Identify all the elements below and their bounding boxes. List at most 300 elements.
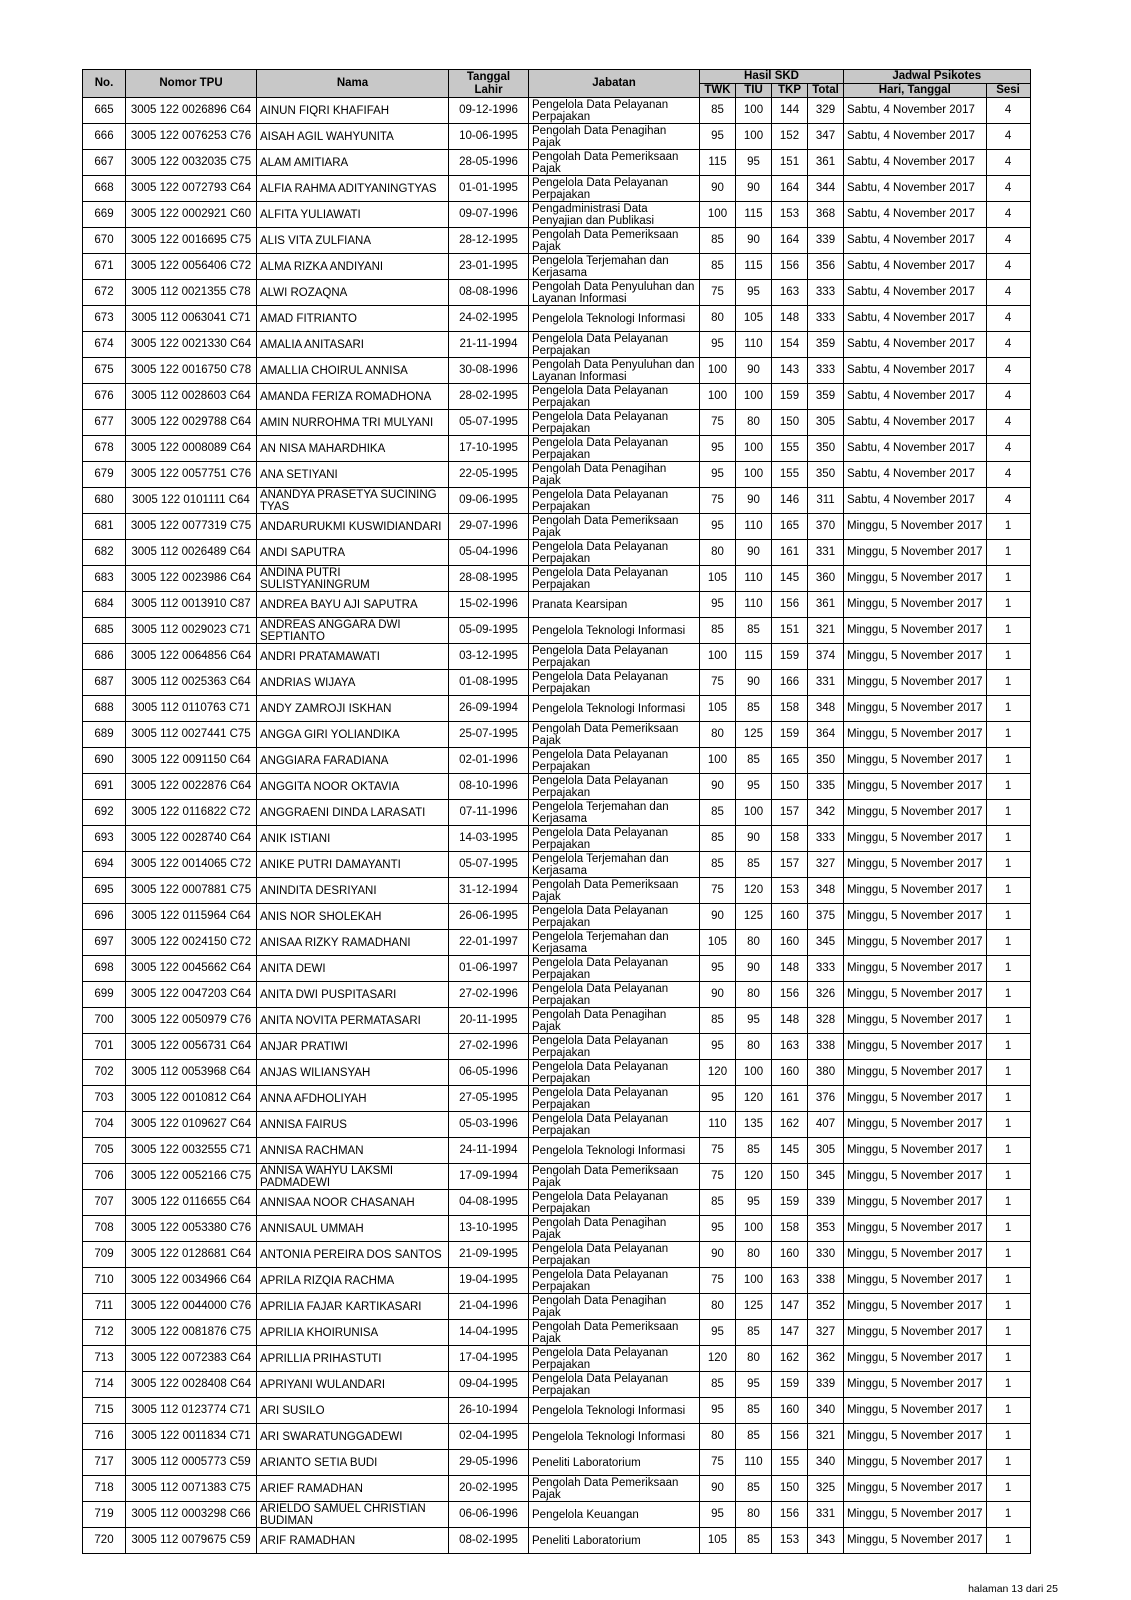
cell-nomor-tpu: 3005 122 0072793 C64	[126, 176, 257, 202]
cell-tanggal-lahir: 08-10-1996	[449, 774, 529, 800]
cell-jabatan: Pengelola Teknologi Informasi	[529, 1398, 700, 1424]
cell-nama: APRILLIA PRIHASTUTI	[257, 1346, 449, 1372]
cell-tiu: 95	[736, 1190, 772, 1216]
cell-jabatan: Pengolah Data Penyuluhan dan Layanan Informasi	[529, 280, 700, 306]
cell-jabatan: Pengolah Data Pemeriksaan Pajak	[529, 1320, 700, 1346]
cell-sesi: 1	[986, 1372, 1030, 1398]
cell-tanggal-lahir: 14-03-1995	[449, 826, 529, 852]
table-row	[83, 410, 1031, 436]
cell-sesi: 4	[986, 384, 1030, 410]
cell-total: 343	[808, 1528, 844, 1554]
cell-tanggal-lahir: 09-07-1996	[449, 202, 529, 228]
cell-total: 348	[808, 878, 844, 904]
cell-tiu: 80	[736, 1242, 772, 1268]
cell-total: 327	[808, 1320, 844, 1346]
cell-tkp: 150	[772, 1476, 808, 1502]
cell-tiu: 90	[736, 358, 772, 384]
cell-twk: 85	[700, 852, 736, 878]
cell-sesi: 4	[986, 436, 1030, 462]
cell-twk: 95	[700, 1086, 736, 1112]
cell-twk: 85	[700, 228, 736, 254]
cell-tanggal-lahir: 21-11-1994	[449, 332, 529, 358]
cell-sesi: 1	[986, 1112, 1030, 1138]
table-row	[83, 1242, 1031, 1268]
cell-nama: AMAD FITRIANTO	[257, 306, 449, 332]
cell-jabatan: Pengelola Data Pelayanan Perpajakan	[529, 904, 700, 930]
cell-sesi: 1	[986, 514, 1030, 540]
cell-tiu: 90	[736, 670, 772, 696]
cell-nama: APRILA RIZQIA RACHMA	[257, 1268, 449, 1294]
cell-hari-tanggal: Minggu, 5 November 2017	[844, 670, 987, 696]
cell-hari-tanggal: Minggu, 5 November 2017	[844, 618, 987, 644]
cell-tanggal-lahir: 22-01-1997	[449, 930, 529, 956]
cell-total: 326	[808, 982, 844, 1008]
table-row	[83, 280, 1031, 306]
table-row	[83, 826, 1031, 852]
cell-tanggal-lahir: 17-09-1994	[449, 1164, 529, 1190]
cell-jabatan: Pengelola Data Pelayanan Perpajakan	[529, 1086, 700, 1112]
cell-tkp: 152	[772, 124, 808, 150]
cell-tkp: 148	[772, 956, 808, 982]
cell-sesi: 1	[986, 878, 1030, 904]
cell-hari-tanggal: Minggu, 5 November 2017	[844, 1164, 987, 1190]
cell-tanggal-lahir: 01-08-1995	[449, 670, 529, 696]
cell-tkp: 165	[772, 748, 808, 774]
cell-nomor-tpu: 3005 122 0023986 C64	[126, 566, 257, 592]
cell-sesi: 1	[986, 1268, 1030, 1294]
cell-tiu: 90	[736, 956, 772, 982]
cell-hari-tanggal: Minggu, 5 November 2017	[844, 1242, 987, 1268]
cell-total: 344	[808, 176, 844, 202]
cell-nomor-tpu: 3005 122 0034966 C64	[126, 1268, 257, 1294]
cell-jabatan: Pengelola Data Pelayanan Perpajakan	[529, 670, 700, 696]
cell-jabatan: Pengelola Data Pelayanan Perpajakan	[529, 774, 700, 800]
cell-nama: ANNISAA NOOR CHASANAH	[257, 1190, 449, 1216]
cell-twk: 115	[700, 150, 736, 176]
cell-jabatan: Pengelola Terjemahan dan Kerjasama	[529, 930, 700, 956]
cell-no: 696	[83, 904, 126, 930]
cell-tanggal-lahir: 27-02-1996	[449, 982, 529, 1008]
cell-sesi: 1	[986, 618, 1030, 644]
table-row	[83, 384, 1031, 410]
cell-sesi: 1	[986, 956, 1030, 982]
cell-sesi: 1	[986, 1476, 1030, 1502]
table-row	[83, 670, 1031, 696]
table-row	[83, 254, 1031, 280]
cell-twk: 80	[700, 1294, 736, 1320]
cell-twk: 95	[700, 1502, 736, 1528]
cell-no: 704	[83, 1112, 126, 1138]
table-row	[83, 1190, 1031, 1216]
cell-hari-tanggal: Minggu, 5 November 2017	[844, 1320, 987, 1346]
cell-total: 361	[808, 150, 844, 176]
cell-tkp: 160	[772, 1060, 808, 1086]
cell-tkp: 150	[772, 410, 808, 436]
cell-nama: ANTONIA PEREIRA DOS SANTOS	[257, 1242, 449, 1268]
cell-nomor-tpu: 3005 122 0056731 C64	[126, 1034, 257, 1060]
cell-nama: ALIS VITA ZULFIANA	[257, 228, 449, 254]
cell-tkp: 155	[772, 462, 808, 488]
cell-tkp: 155	[772, 1450, 808, 1476]
cell-no: 714	[83, 1372, 126, 1398]
cell-hari-tanggal: Minggu, 5 November 2017	[844, 696, 987, 722]
cell-total: 360	[808, 566, 844, 592]
cell-sesi: 4	[986, 98, 1030, 124]
cell-hari-tanggal: Minggu, 5 November 2017	[844, 514, 987, 540]
cell-no: 700	[83, 1008, 126, 1034]
cell-tkp: 144	[772, 98, 808, 124]
cell-tiu: 80	[736, 1346, 772, 1372]
cell-total: 321	[808, 618, 844, 644]
cell-total: 364	[808, 722, 844, 748]
cell-tiu: 80	[736, 982, 772, 1008]
cell-hari-tanggal: Minggu, 5 November 2017	[844, 592, 987, 618]
table-row	[83, 1450, 1031, 1476]
cell-tiu: 100	[736, 1216, 772, 1242]
cell-jabatan: Pengelola Keuangan	[529, 1502, 700, 1528]
cell-no: 667	[83, 150, 126, 176]
cell-twk: 95	[700, 436, 736, 462]
table-row	[83, 618, 1031, 644]
cell-tkp: 159	[772, 1372, 808, 1398]
cell-tanggal-lahir: 06-06-1996	[449, 1502, 529, 1528]
cell-hari-tanggal: Sabtu, 4 November 2017	[844, 436, 987, 462]
cell-hari-tanggal: Minggu, 5 November 2017	[844, 1346, 987, 1372]
table-header	[83, 70, 1031, 98]
cell-nama: ALWI ROZAQNA	[257, 280, 449, 306]
cell-total: 333	[808, 826, 844, 852]
cell-nama: ANA SETIYANI	[257, 462, 449, 488]
cell-nama: ANGGRAENI DINDA LARASATI	[257, 800, 449, 826]
cell-total: 362	[808, 1346, 844, 1372]
cell-jabatan: Pengelola Teknologi Informasi	[529, 696, 700, 722]
cell-tiu: 100	[736, 1268, 772, 1294]
cell-no: 678	[83, 436, 126, 462]
cell-hari-tanggal: Minggu, 5 November 2017	[844, 878, 987, 904]
cell-no: 684	[83, 592, 126, 618]
cell-twk: 75	[700, 1138, 736, 1164]
cell-twk: 75	[700, 670, 736, 696]
cell-nama: ANINDITA DESRIYANI	[257, 878, 449, 904]
cell-no: 691	[83, 774, 126, 800]
cell-jabatan: Pengolah Data Penagihan Pajak	[529, 462, 700, 488]
cell-twk: 110	[700, 1112, 736, 1138]
cell-sesi: 1	[986, 1138, 1030, 1164]
cell-nama: ANGGIARA FARADIANA	[257, 748, 449, 774]
cell-nomor-tpu: 3005 122 0032555 C71	[126, 1138, 257, 1164]
cell-tanggal-lahir: 13-10-1995	[449, 1216, 529, 1242]
cell-tanggal-lahir: 27-05-1995	[449, 1086, 529, 1112]
cell-tkp: 147	[772, 1294, 808, 1320]
cell-no: 703	[83, 1086, 126, 1112]
cell-jabatan: Pengelola Data Pelayanan Perpajakan	[529, 1268, 700, 1294]
cell-no: 697	[83, 930, 126, 956]
cell-twk: 90	[700, 1476, 736, 1502]
cell-tkp: 161	[772, 540, 808, 566]
cell-jabatan: Pengolah Data Penagihan Pajak	[529, 1008, 700, 1034]
cell-tkp: 157	[772, 852, 808, 878]
cell-twk: 95	[700, 514, 736, 540]
cell-tkp: 151	[772, 618, 808, 644]
cell-nomor-tpu: 3005 122 0028740 C64	[126, 826, 257, 852]
cell-tkp: 159	[772, 644, 808, 670]
cell-jabatan: Pengolah Data Penagihan Pajak	[529, 1216, 700, 1242]
cell-tiu: 125	[736, 722, 772, 748]
cell-total: 368	[808, 202, 844, 228]
cell-nama: AMANDA FERIZA ROMADHONA	[257, 384, 449, 410]
cell-nama: APRILIA KHOIRUNISA	[257, 1320, 449, 1346]
cell-nama: ANDRI PRATAMAWATI	[257, 644, 449, 670]
cell-twk: 100	[700, 384, 736, 410]
cell-sesi: 1	[986, 722, 1030, 748]
cell-total: 331	[808, 540, 844, 566]
cell-no: 713	[83, 1346, 126, 1372]
table-row	[83, 566, 1031, 592]
header-hasil-skd: Hasil SKD	[700, 70, 844, 84]
cell-sesi: 1	[986, 852, 1030, 878]
cell-sesi: 1	[986, 644, 1030, 670]
cell-jabatan: Pengelola Data Pelayanan Perpajakan	[529, 540, 700, 566]
table-row	[83, 644, 1031, 670]
cell-hari-tanggal: Sabtu, 4 November 2017	[844, 358, 987, 384]
cell-hari-tanggal: Minggu, 5 November 2017	[844, 930, 987, 956]
table-row	[83, 176, 1031, 202]
cell-jabatan: Pengelola Data Pelayanan Perpajakan	[529, 384, 700, 410]
cell-twk: 100	[700, 748, 736, 774]
cell-nama: ANDI SAPUTRA	[257, 540, 449, 566]
cell-nomor-tpu: 3005 122 0056406 C72	[126, 254, 257, 280]
cell-tiu: 120	[736, 1086, 772, 1112]
cell-tiu: 85	[736, 1398, 772, 1424]
cell-twk: 85	[700, 618, 736, 644]
cell-hari-tanggal: Minggu, 5 November 2017	[844, 1034, 987, 1060]
cell-tanggal-lahir: 25-07-1995	[449, 722, 529, 748]
table-row	[83, 306, 1031, 332]
cell-tiu: 125	[736, 1294, 772, 1320]
cell-total: 361	[808, 592, 844, 618]
cell-tanggal-lahir: 21-09-1995	[449, 1242, 529, 1268]
cell-twk: 95	[700, 592, 736, 618]
cell-tanggal-lahir: 05-09-1995	[449, 618, 529, 644]
cell-tiu: 110	[736, 1450, 772, 1476]
cell-twk: 100	[700, 644, 736, 670]
cell-twk: 85	[700, 98, 736, 124]
cell-tanggal-lahir: 28-12-1995	[449, 228, 529, 254]
cell-sesi: 1	[986, 826, 1030, 852]
cell-twk: 75	[700, 280, 736, 306]
cell-no: 683	[83, 566, 126, 592]
cell-tiu: 90	[736, 176, 772, 202]
cell-twk: 85	[700, 800, 736, 826]
cell-tiu: 100	[736, 462, 772, 488]
cell-nomor-tpu: 3005 112 0110763 C71	[126, 696, 257, 722]
table-row	[83, 462, 1031, 488]
cell-tkp: 164	[772, 228, 808, 254]
cell-nomor-tpu: 3005 112 0053968 C64	[126, 1060, 257, 1086]
cell-nomor-tpu: 3005 122 0053380 C76	[126, 1216, 257, 1242]
cell-tkp: 153	[772, 1528, 808, 1554]
table-row	[83, 878, 1031, 904]
cell-tiu: 125	[736, 904, 772, 930]
cell-jabatan: Peneliti Laboratorium	[529, 1528, 700, 1554]
cell-hari-tanggal: Minggu, 5 November 2017	[844, 1450, 987, 1476]
cell-total: 350	[808, 748, 844, 774]
cell-nama: ARI SUSILO	[257, 1398, 449, 1424]
cell-sesi: 4	[986, 228, 1030, 254]
cell-total: 333	[808, 358, 844, 384]
cell-nama: ANJAR PRATIWI	[257, 1034, 449, 1060]
table-row	[83, 514, 1031, 540]
cell-hari-tanggal: Minggu, 5 November 2017	[844, 540, 987, 566]
table-row	[83, 1216, 1031, 1242]
cell-tanggal-lahir: 09-06-1995	[449, 488, 529, 514]
cell-no: 715	[83, 1398, 126, 1424]
cell-hari-tanggal: Minggu, 5 November 2017	[844, 1372, 987, 1398]
cell-twk: 95	[700, 124, 736, 150]
cell-sesi: 1	[986, 774, 1030, 800]
cell-nomor-tpu: 3005 122 0047203 C64	[126, 982, 257, 1008]
cell-no: 669	[83, 202, 126, 228]
cell-tiu: 100	[736, 98, 772, 124]
cell-nomor-tpu: 3005 112 0063041 C71	[126, 306, 257, 332]
cell-sesi: 1	[986, 696, 1030, 722]
header-nomor-tpu: Nomor TPU	[126, 70, 257, 98]
cell-tanggal-lahir: 04-08-1995	[449, 1190, 529, 1216]
cell-total: 353	[808, 1216, 844, 1242]
cell-twk: 85	[700, 826, 736, 852]
cell-total: 333	[808, 306, 844, 332]
cell-nomor-tpu: 3005 122 0014065 C72	[126, 852, 257, 878]
cell-no: 671	[83, 254, 126, 280]
cell-tiu: 95	[736, 280, 772, 306]
cell-twk: 95	[700, 332, 736, 358]
table-row	[83, 1138, 1031, 1164]
cell-hari-tanggal: Minggu, 5 November 2017	[844, 852, 987, 878]
table-row	[83, 1502, 1031, 1528]
cell-total: 333	[808, 280, 844, 306]
cell-nama: ANDY ZAMROJI ISKHAN	[257, 696, 449, 722]
cell-total: 305	[808, 1138, 844, 1164]
cell-nomor-tpu: 3005 112 0123774 C71	[126, 1398, 257, 1424]
cell-nomor-tpu: 3005 122 0044000 C76	[126, 1294, 257, 1320]
cell-tanggal-lahir: 23-01-1995	[449, 254, 529, 280]
cell-jabatan: Pengelola Data Pelayanan Perpajakan	[529, 1112, 700, 1138]
cell-nama: ANIKE PUTRI DAMAYANTI	[257, 852, 449, 878]
cell-tkp: 159	[772, 1190, 808, 1216]
cell-nama: ANNISAUL UMMAH	[257, 1216, 449, 1242]
cell-tkp: 158	[772, 1216, 808, 1242]
cell-total: 305	[808, 410, 844, 436]
cell-sesi: 4	[986, 176, 1030, 202]
cell-jabatan: Pengolah Data Penyuluhan dan Layanan Informasi	[529, 358, 700, 384]
cell-nomor-tpu: 3005 122 0072383 C64	[126, 1346, 257, 1372]
cell-no: 699	[83, 982, 126, 1008]
cell-no: 711	[83, 1294, 126, 1320]
cell-twk: 95	[700, 1398, 736, 1424]
cell-total: 311	[808, 488, 844, 514]
cell-sesi: 4	[986, 410, 1030, 436]
cell-tanggal-lahir: 05-07-1995	[449, 852, 529, 878]
cell-tkp: 153	[772, 202, 808, 228]
table-row	[83, 774, 1031, 800]
cell-hari-tanggal: Minggu, 5 November 2017	[844, 1008, 987, 1034]
cell-hari-tanggal: Minggu, 5 November 2017	[844, 956, 987, 982]
cell-tanggal-lahir: 26-09-1994	[449, 696, 529, 722]
cell-no: 674	[83, 332, 126, 358]
cell-no: 666	[83, 124, 126, 150]
cell-sesi: 1	[986, 670, 1030, 696]
cell-tkp: 155	[772, 436, 808, 462]
cell-nama: ARI SWARATUNGGADEWI	[257, 1424, 449, 1450]
cell-no: 689	[83, 722, 126, 748]
cell-tkp: 145	[772, 1138, 808, 1164]
cell-twk: 75	[700, 410, 736, 436]
cell-no: 670	[83, 228, 126, 254]
cell-hari-tanggal: Minggu, 5 November 2017	[844, 1502, 987, 1528]
cell-jabatan: Pengelola Data Pelayanan Perpajakan	[529, 1242, 700, 1268]
cell-nomor-tpu: 3005 122 0052166 C75	[126, 1164, 257, 1190]
cell-tiu: 90	[736, 488, 772, 514]
cell-nama: AMIN NURROHMA TRI MULYANI	[257, 410, 449, 436]
cell-total: 348	[808, 696, 844, 722]
cell-tiu: 100	[736, 800, 772, 826]
cell-tiu: 95	[736, 1372, 772, 1398]
cell-twk: 120	[700, 1346, 736, 1372]
cell-tkp: 160	[772, 904, 808, 930]
cell-twk: 95	[700, 1034, 736, 1060]
cell-total: 330	[808, 1242, 844, 1268]
table-row	[83, 592, 1031, 618]
cell-sesi: 4	[986, 202, 1030, 228]
header-jadwal-psikotes: Jadwal Psikotes	[844, 70, 1031, 84]
cell-twk: 105	[700, 1528, 736, 1554]
cell-jabatan: Pengelola Data Pelayanan Perpajakan	[529, 748, 700, 774]
cell-total: 331	[808, 670, 844, 696]
cell-tanggal-lahir: 28-05-1996	[449, 150, 529, 176]
table-row	[83, 1398, 1031, 1424]
cell-tiu: 100	[736, 384, 772, 410]
cell-hari-tanggal: Minggu, 5 November 2017	[844, 982, 987, 1008]
cell-tkp: 156	[772, 1424, 808, 1450]
cell-jabatan: Pengelola Data Pelayanan Perpajakan	[529, 332, 700, 358]
cell-hari-tanggal: Minggu, 5 November 2017	[844, 774, 987, 800]
table-row	[83, 358, 1031, 384]
table-row	[83, 1086, 1031, 1112]
cell-tkp: 148	[772, 306, 808, 332]
cell-hari-tanggal: Sabtu, 4 November 2017	[844, 488, 987, 514]
cell-tkp: 146	[772, 488, 808, 514]
cell-twk: 90	[700, 176, 736, 202]
cell-sesi: 4	[986, 332, 1030, 358]
cell-nomor-tpu: 3005 122 0057751 C76	[126, 462, 257, 488]
table-row	[83, 228, 1031, 254]
cell-nomor-tpu: 3005 122 0045662 C64	[126, 956, 257, 982]
cell-tanggal-lahir: 26-10-1994	[449, 1398, 529, 1424]
cell-tkp: 163	[772, 280, 808, 306]
cell-nomor-tpu: 3005 122 0010812 C64	[126, 1086, 257, 1112]
cell-jabatan: Pengelola Data Pelayanan Perpajakan	[529, 982, 700, 1008]
table-row	[83, 1320, 1031, 1346]
cell-nomor-tpu: 3005 122 0007881 C75	[126, 878, 257, 904]
cell-tanggal-lahir: 28-08-1995	[449, 566, 529, 592]
cell-tkp: 162	[772, 1112, 808, 1138]
cell-tanggal-lahir: 29-05-1996	[449, 1450, 529, 1476]
cell-nama: AISAH AGIL WAHYUNITA	[257, 124, 449, 150]
cell-tkp: 160	[772, 930, 808, 956]
cell-total: 339	[808, 1190, 844, 1216]
cell-sesi: 1	[986, 1164, 1030, 1190]
page-number: halaman 13 dari 25	[968, 1583, 1058, 1595]
